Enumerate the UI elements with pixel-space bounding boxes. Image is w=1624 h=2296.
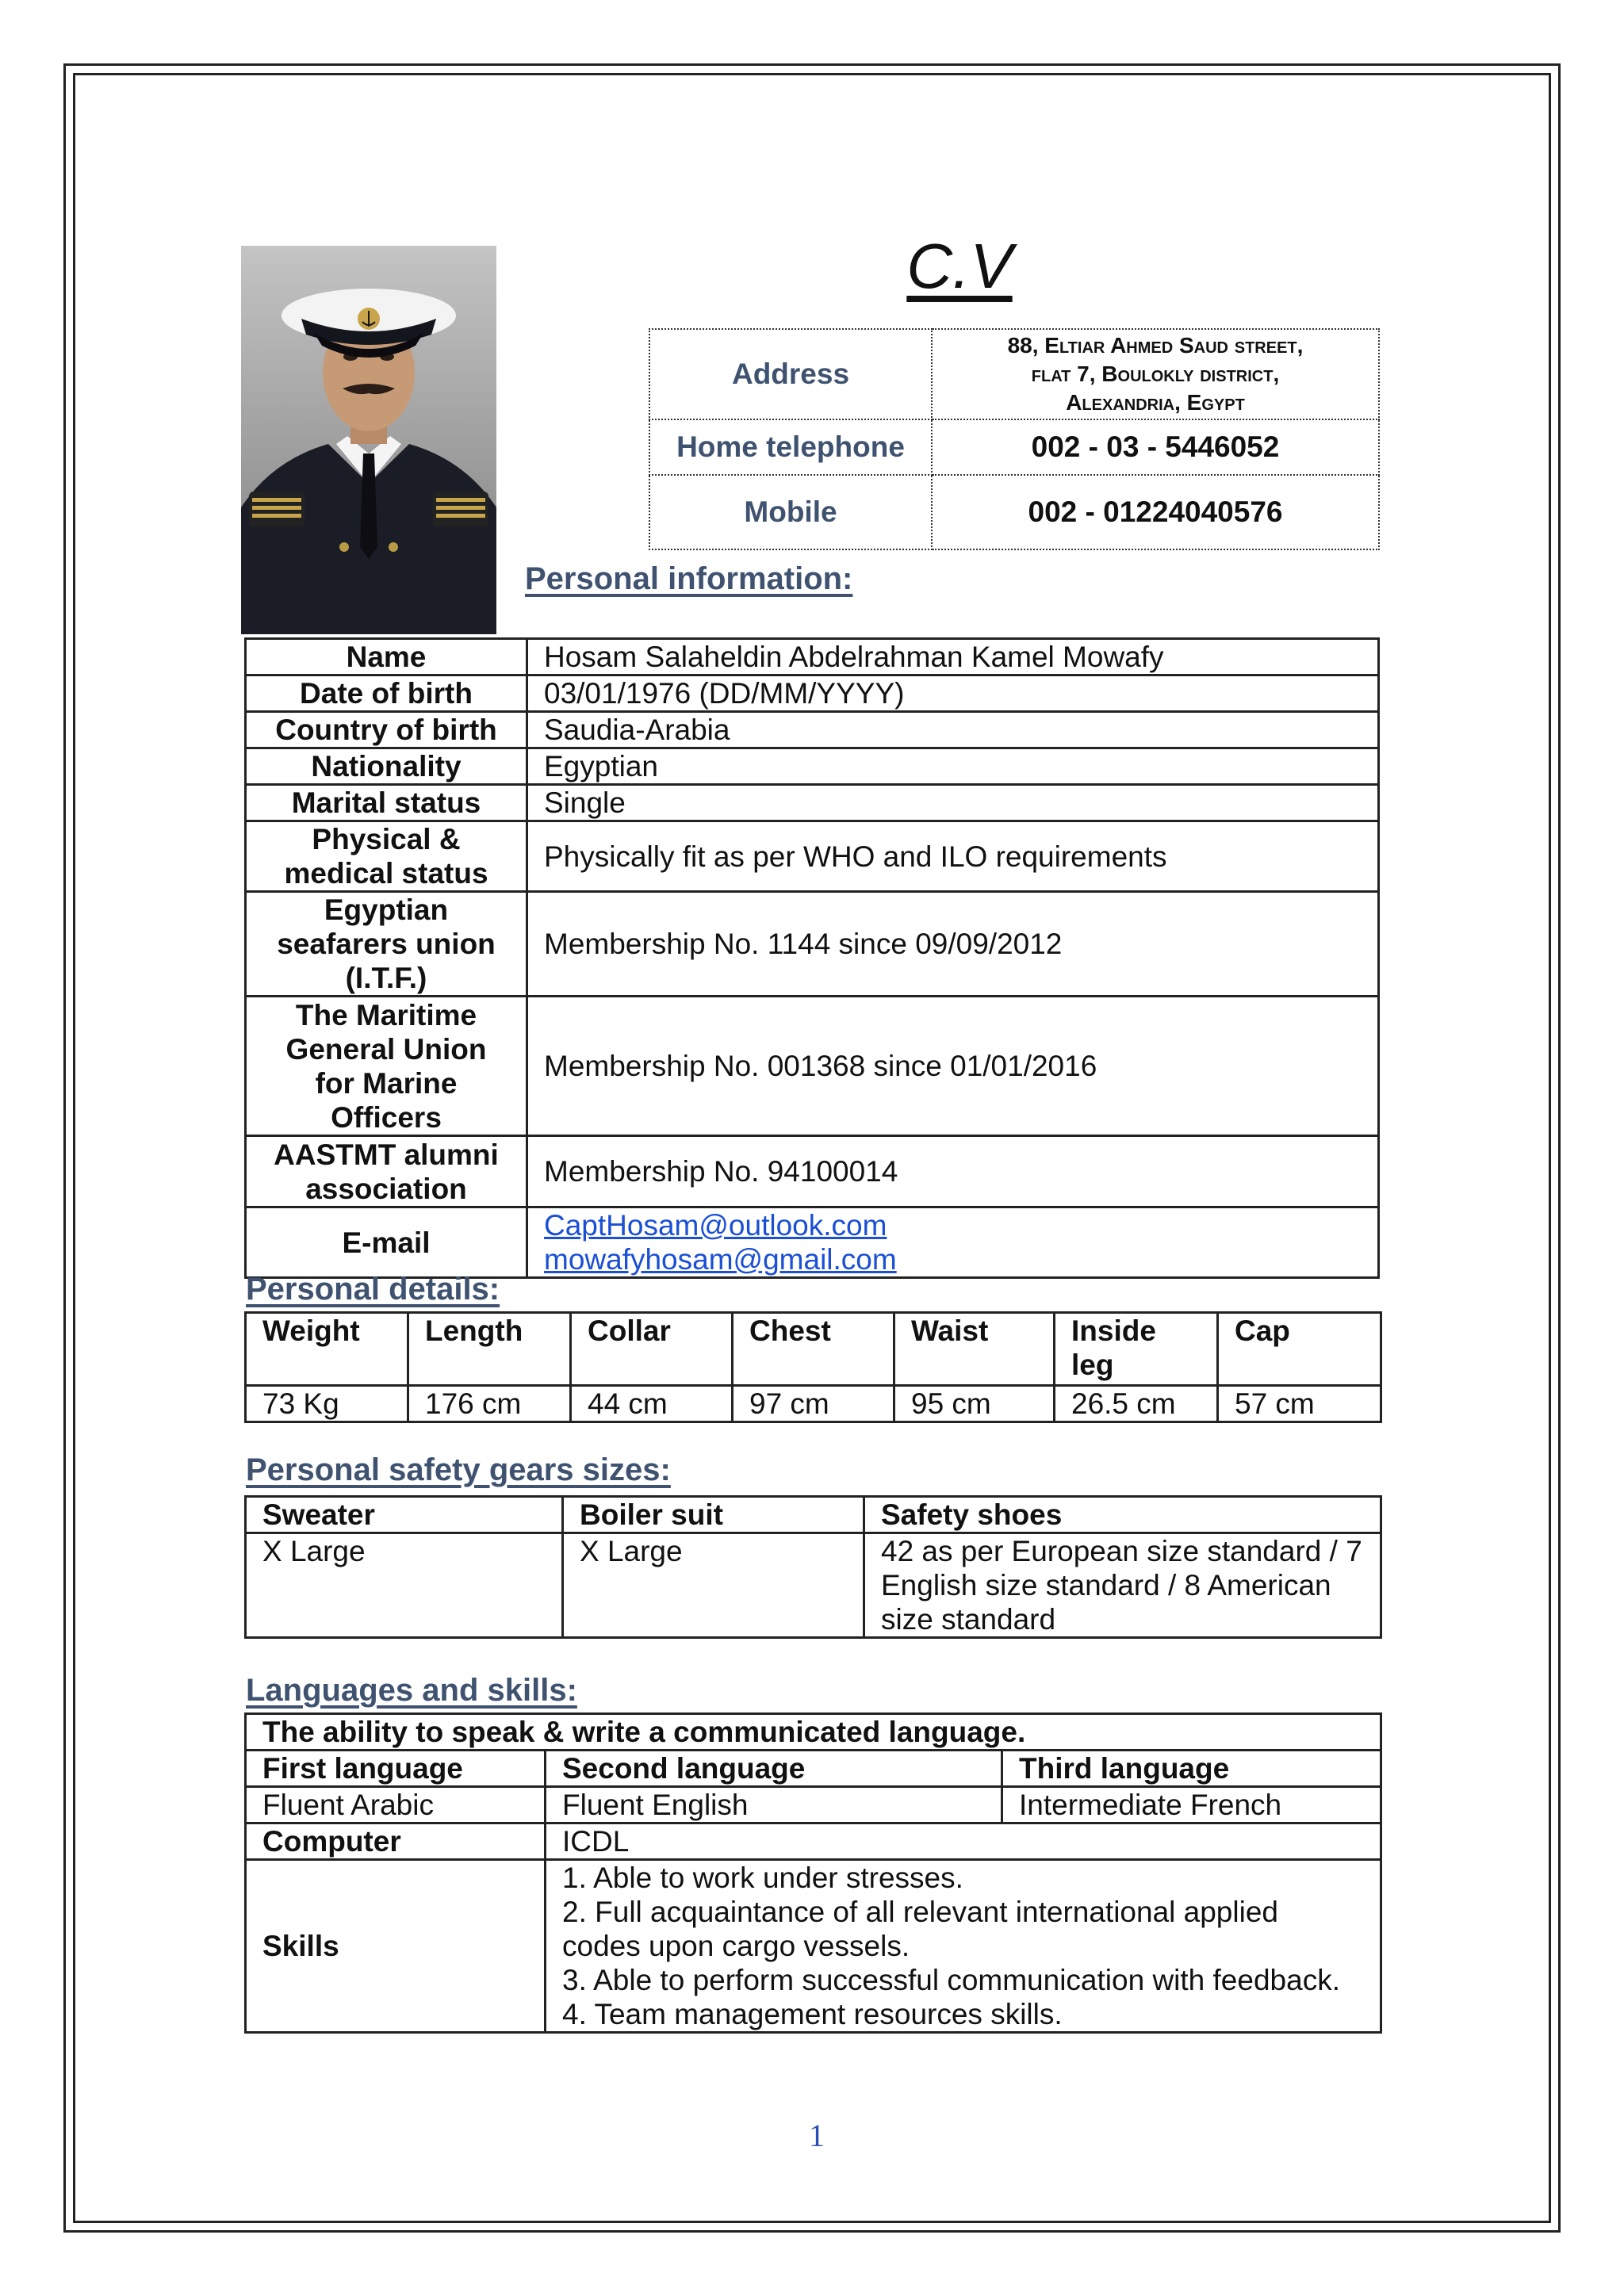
pi-value: Single	[527, 785, 1379, 821]
computer-label: Computer	[246, 1823, 546, 1860]
pi-label: AASTMT alumni association	[246, 1136, 527, 1207]
pi-label: Marital status	[246, 785, 527, 821]
pi-label: Date of birth	[246, 675, 527, 712]
safety-gears-table	[244, 1495, 1382, 1639]
pd-header: Inside leg	[1055, 1313, 1218, 1386]
skills-list	[546, 1860, 1381, 2033]
cv-title: C.V	[906, 231, 1013, 301]
pi-label: Country of birth	[246, 712, 527, 748]
address-line: flat 7, Boulokly district,	[1031, 362, 1280, 386]
languages-heading: Languages and skills:	[246, 1673, 577, 1708]
pd-header: Cap	[1218, 1313, 1381, 1386]
languages-skills-table	[244, 1712, 1382, 2034]
pd-value: 97 cm	[733, 1386, 894, 1422]
languages-intro: The ability to speak & write a communicated language.	[246, 1714, 1381, 1751]
lang-value: Intermediate French	[1002, 1787, 1381, 1823]
pi-value: Membership No. 94100014	[527, 1136, 1379, 1207]
profile-photo	[241, 246, 496, 634]
email-values	[527, 1207, 1379, 1278]
skill-item: 1. Able to work under stresses.	[562, 1862, 963, 1894]
lang-value: Fluent Arabic	[246, 1787, 546, 1823]
pd-header: Chest	[733, 1313, 894, 1386]
sg-header: Safety shoes	[864, 1497, 1381, 1533]
email-link-gmail[interactable]: mowafyhosam@gmail.com	[544, 1243, 897, 1276]
pi-value: Hosam Salaheldin Abdelrahman Kamel Mowafy	[527, 639, 1379, 675]
pi-value: Membership No. 001368 since 01/01/2016	[527, 997, 1379, 1136]
pd-header: Collar	[571, 1313, 733, 1386]
address-value	[932, 329, 1379, 419]
pi-value: Saudia-Arabia	[527, 712, 1379, 748]
pd-value: 57 cm	[1218, 1386, 1381, 1422]
pi-label: Egyptian seafarers union (I.T.F.)	[246, 892, 527, 997]
home-telephone-value: 002 - 03 - 5446052	[932, 419, 1379, 475]
page-number: 1	[809, 2118, 825, 2153]
sg-header: Sweater	[246, 1497, 563, 1533]
home-telephone-label: Home telephone	[649, 419, 932, 475]
address-label: Address	[649, 329, 932, 419]
pi-label: Nationality	[246, 748, 527, 785]
mobile-value: 002 - 01224040576	[932, 475, 1379, 549]
safety-gears-heading: Personal safety gears sizes:	[246, 1452, 671, 1487]
lang-header: First language	[246, 1751, 546, 1787]
pd-value: 176 cm	[408, 1386, 571, 1422]
pi-label: The Maritime General Union for Marine Officers	[246, 997, 527, 1136]
mobile-label: Mobile	[649, 475, 932, 549]
pd-value: 26.5 cm	[1055, 1386, 1218, 1422]
pd-header: Waist	[894, 1313, 1055, 1386]
officer-portrait-icon	[241, 246, 496, 634]
pd-value: 95 cm	[894, 1386, 1055, 1422]
sg-value: 42 as per European size standard / 7 English size standard / 8 American size standard	[864, 1533, 1381, 1638]
pi-value: Egyptian	[527, 748, 1379, 785]
pi-value: Membership No. 1144 since 09/09/2012	[527, 892, 1379, 997]
address-line: 88, Eltiar Ahmed Saud street,	[1007, 333, 1304, 358]
skills-label: Skills	[246, 1860, 546, 2033]
pd-header: Weight	[246, 1313, 408, 1386]
sg-header: Boiler suit	[563, 1497, 864, 1533]
lang-header: Second language	[546, 1751, 1002, 1787]
address-line: Alexandria, Egypt	[1066, 390, 1245, 415]
skill-item: 2. Full acquaintance of all relevant international applied codes upon cargo vessels.	[562, 1896, 1278, 1962]
computer-value: ICDL	[546, 1823, 1381, 1860]
email-link-outlook[interactable]: CaptHosam@outlook.com	[544, 1209, 887, 1242]
pi-label: Physical & medical status	[246, 821, 527, 892]
email-label: E-mail	[246, 1207, 527, 1278]
personal-information-heading: Personal information:	[525, 561, 853, 596]
personal-details-table	[244, 1311, 1382, 1423]
sg-value: X Large	[246, 1533, 563, 1638]
skill-item: 4. Team management resources skills.	[562, 1998, 1063, 2030]
contact-table	[649, 328, 1380, 550]
lang-header: Third language	[1002, 1751, 1381, 1787]
skill-item: 3. Able to perform successful communication with feedback.	[562, 1964, 1340, 1996]
lang-value: Fluent English	[546, 1787, 1002, 1823]
personal-information-table	[244, 637, 1380, 1279]
pd-header: Length	[408, 1313, 571, 1386]
pi-label: Name	[246, 639, 527, 675]
pd-value: 73 Kg	[246, 1386, 408, 1422]
sg-value: X Large	[563, 1533, 864, 1638]
pd-value: 44 cm	[571, 1386, 733, 1422]
pi-value: Physically fit as per WHO and ILO requirements	[527, 821, 1379, 892]
pi-value: 03/01/1976 (DD/MM/YYYY)	[527, 675, 1379, 712]
personal-details-heading: Personal details:	[246, 1272, 500, 1307]
